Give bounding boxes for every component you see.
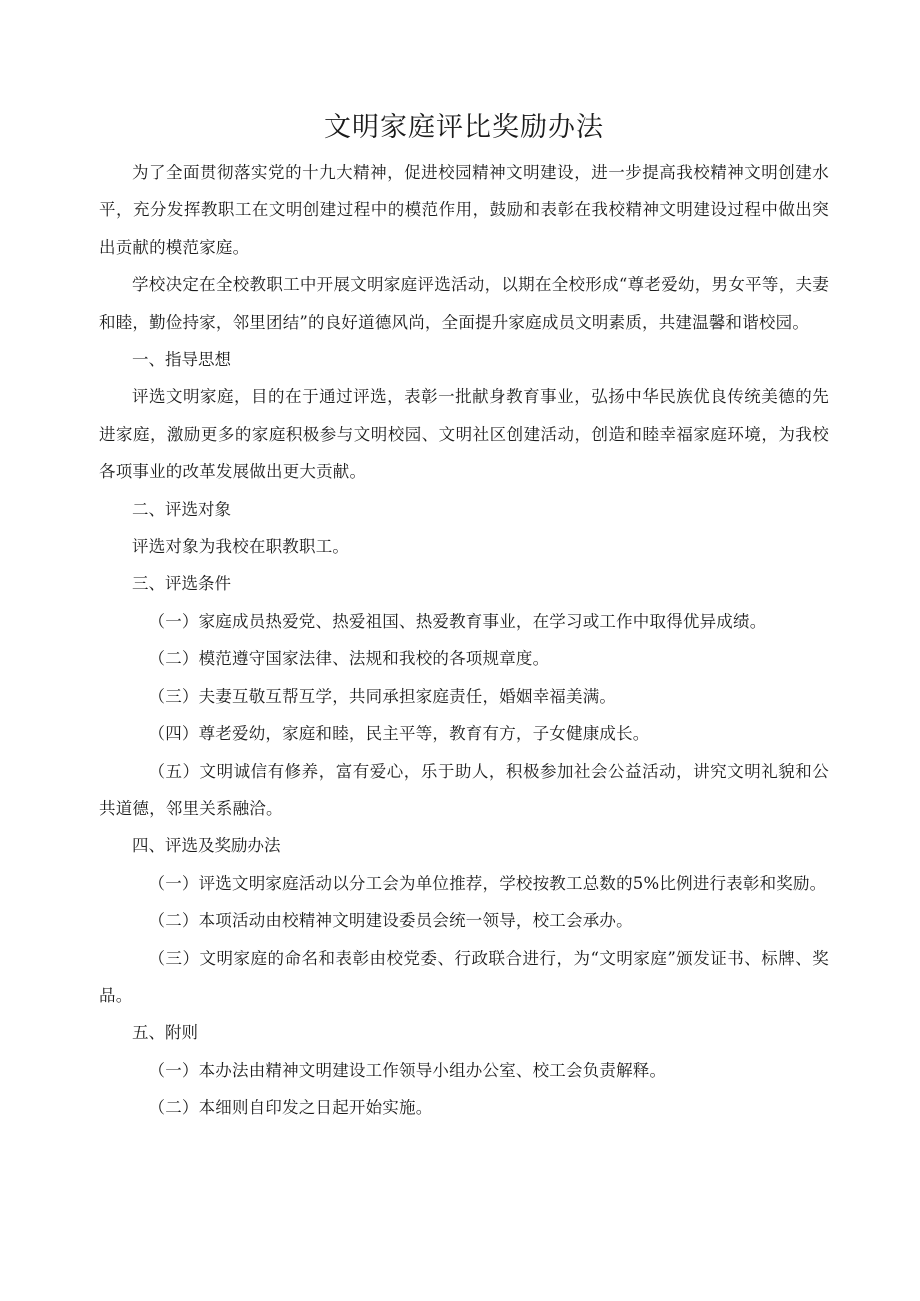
section-heading-selection-criteria: 三、评选条件: [132, 574, 231, 594]
section-heading-selection-targets: 二、评选对象: [132, 499, 231, 519]
section-paragraph: 评选文明家庭，目的在于通过评选，表彰一批献身教育事业，弘扬中华民族优良传统美德的先进家庭，激励更多的家庭积极参与文明校园、文明社区创建活动，创造和睦幸福家庭环境，为我校各项事业的改革发展做出更大贡献。: [99, 387, 829, 482]
section-heading-supplementary-provisions: 五、附则: [132, 1023, 198, 1043]
list-item: （五）文明诚信有修养，富有爱心，乐于助人，积极参加社会公益活动，讲究文明礼貌和公共道德，邻里关系融洽。: [99, 761, 829, 818]
list-item: （三）文明家庭的命名和表彰由校党委、行政联合进行，为“文明家庭”颁发证书、标牌、奖品。: [99, 948, 829, 1005]
section-paragraph: 评选对象为我校在职教职工。: [132, 537, 350, 557]
list-item: （二）模范遵守国家法律、法规和我校的各项规章度。: [148, 649, 550, 669]
list-item: （二）本项活动由校精神文明建设委员会统一领导，校工会承办。: [148, 911, 633, 931]
list-item: （三）夫妻互敬互帮互学，共同承担家庭责任，婚姻幸福美满。: [148, 686, 617, 706]
intro-paragraph: 学校决定在全校教职工中开展文明家庭评选活动，以期在全校形成“尊老爱幼，男女平等，夫妻和睦，勤俭持家，邻里团结”的良好道德风尚，全面提升家庭成员文明素质，共建温馨和谐校园。: [99, 275, 829, 332]
document-page: [99, 108, 829, 1127]
list-item: （二）本细则自印发之日起开始实施。: [148, 1098, 433, 1118]
list-item: （一）家庭成员热爱党、热爱祖国、热爱教育事业，在学习或工作中取得优异成绩。: [148, 611, 767, 631]
intro-paragraph: 为了全面贯彻落实党的十九大精神，促进校园精神文明建设，进一步提高我校精神文明创建水平，充分发挥教职工在文明创建过程中的模范作用，鼓励和表彰在我校精神文明建设过程中做出突出贡献的模范家庭。: [99, 163, 829, 257]
list-item: （四）尊老爱幼，家庭和睦，民主平等，教育有方，子女健康成长。: [148, 724, 650, 744]
section-heading-guiding-ideology: 一、指导思想: [132, 350, 231, 370]
list-item: （一）评选文明家庭活动以分工会为单位推荐，学校按教工总数的5%比例进行表彰和奖励。: [148, 873, 827, 893]
section-heading-selection-and-rewards: 四、评选及奖励办法: [132, 836, 281, 856]
document-title: 文明家庭评比奖励办法: [324, 112, 604, 143]
list-item: （一）本办法由精神文明建设工作领导小组办公室、校工会负责解释。: [148, 1060, 667, 1080]
